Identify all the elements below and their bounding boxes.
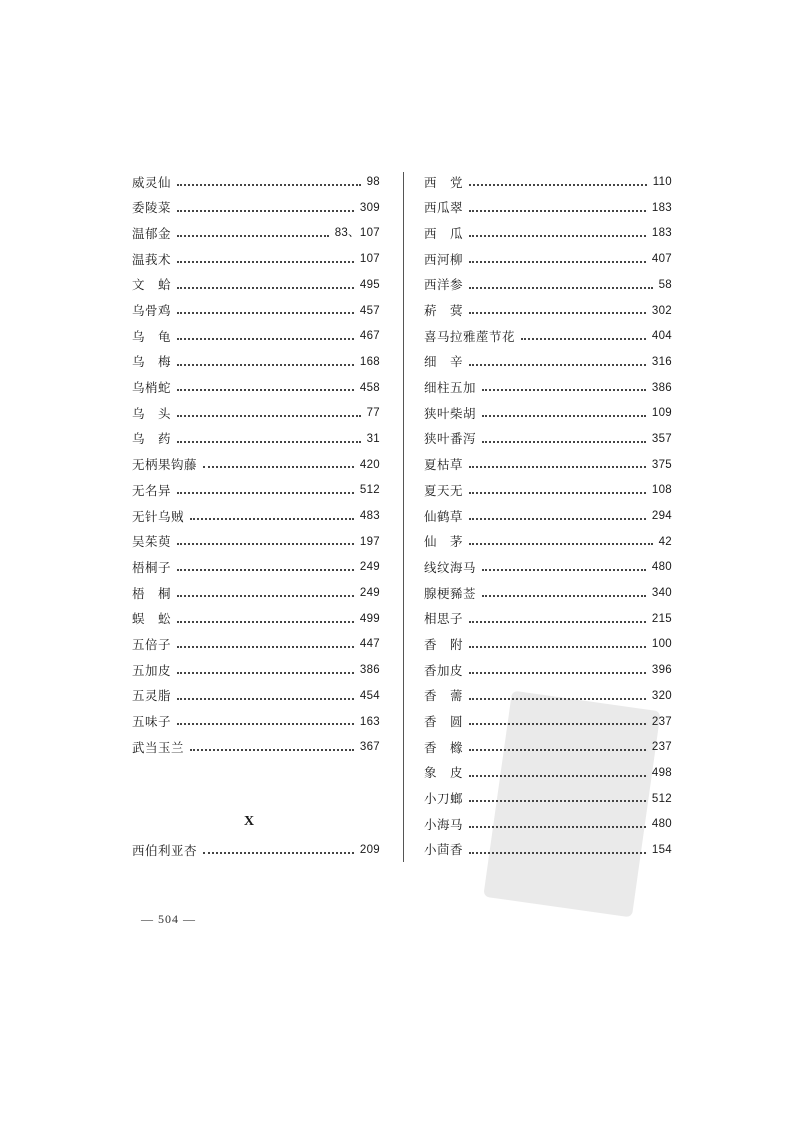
dot-leader <box>482 441 646 443</box>
index-entry <box>424 247 672 273</box>
index-entry <box>424 684 672 710</box>
index-column-left <box>132 170 380 761</box>
index-entry <box>424 504 672 530</box>
index-entry <box>424 658 672 684</box>
entry-name: 西 党 <box>424 174 464 190</box>
entry-page-number: 209 <box>359 844 380 857</box>
dot-leader <box>469 852 646 854</box>
entry-name: 乌 药 <box>132 431 172 447</box>
entry-page-number: 386 <box>651 381 672 394</box>
entry-name: 梧 桐 <box>132 585 172 601</box>
dot-leader <box>469 723 646 725</box>
entry-page-number: 467 <box>359 330 380 343</box>
entry-name: 温郁金 <box>132 225 172 241</box>
dot-leader <box>177 441 361 443</box>
entry-name: 乌梢蛇 <box>132 380 172 396</box>
dot-leader <box>190 518 354 520</box>
entry-page-number: 183 <box>651 227 672 240</box>
entry-page-number: 499 <box>359 612 380 625</box>
dot-leader <box>469 364 646 366</box>
index-entry <box>132 376 380 402</box>
index-column-right <box>424 170 672 864</box>
entry-name: 香 附 <box>424 636 464 652</box>
entry-page-number: 31 <box>366 432 380 445</box>
entry-page-number: 197 <box>359 535 380 548</box>
entry-page-number: 458 <box>359 381 380 394</box>
entry-page-number: 495 <box>359 278 380 291</box>
entry-page-number: 320 <box>651 689 672 702</box>
entry-name: 狭叶番泻 <box>424 431 477 447</box>
entry-name: 西 瓜 <box>424 225 464 241</box>
index-entry <box>424 170 672 196</box>
index-entry <box>132 298 380 324</box>
entry-page-number: 183 <box>651 201 672 214</box>
dot-leader <box>177 621 354 623</box>
entry-page-number: 302 <box>651 304 672 317</box>
index-entry <box>132 838 380 864</box>
index-entry <box>132 684 380 710</box>
entry-name: 细 辛 <box>424 354 464 370</box>
entry-name: 夏枯草 <box>424 457 464 473</box>
entry-name: 喜马拉雅蓙节花 <box>424 328 516 344</box>
entry-page-number: 168 <box>359 355 380 368</box>
page-number: — 504 — <box>141 912 196 926</box>
index-entry <box>424 709 672 735</box>
dot-leader <box>469 518 646 520</box>
entry-name: 腺梗豨莶 <box>424 585 477 601</box>
entry-page-number: 316 <box>651 355 672 368</box>
dot-leader <box>177 723 354 725</box>
index-entry <box>132 709 380 735</box>
entry-page-number: 154 <box>651 843 672 856</box>
entry-name: 菥 蓂 <box>424 303 464 319</box>
entry-page-number: 340 <box>651 587 672 600</box>
dot-leader <box>482 389 646 391</box>
dot-leader <box>482 569 646 571</box>
entry-page-number: 357 <box>651 432 672 445</box>
entry-name: 蜈 蚣 <box>132 611 172 627</box>
dot-leader <box>177 672 354 674</box>
index-section-x <box>132 838 380 864</box>
section-heading-x: X <box>244 814 255 829</box>
dot-leader <box>469 287 653 289</box>
entry-page-number: 110 <box>652 176 672 189</box>
entry-page-number: 367 <box>359 741 380 754</box>
index-entry <box>424 453 672 479</box>
entry-name: 狭叶柴胡 <box>424 405 477 421</box>
index-entry <box>424 324 672 350</box>
entry-name: 乌 梅 <box>132 354 172 370</box>
entry-name: 西洋参 <box>424 277 464 293</box>
index-entry <box>132 735 380 761</box>
index-entry <box>132 453 380 479</box>
entry-page-number: 447 <box>359 638 380 651</box>
index-entry <box>132 427 380 453</box>
index-entry <box>424 401 672 427</box>
entry-page-number: 249 <box>359 587 380 600</box>
index-entry <box>132 196 380 222</box>
entry-name: 五味子 <box>132 714 172 730</box>
column-divider <box>403 172 404 862</box>
dot-leader <box>177 312 354 314</box>
dot-leader <box>469 261 646 263</box>
index-entry <box>424 478 672 504</box>
entry-name: 象 皮 <box>424 765 464 781</box>
dot-leader <box>469 646 646 648</box>
index-entry <box>132 247 380 273</box>
index-entry <box>424 427 672 453</box>
entry-name: 武当玉兰 <box>132 739 185 755</box>
entry-page-number: 98 <box>366 176 380 189</box>
dot-leader <box>469 184 647 186</box>
dot-leader <box>482 595 646 597</box>
dot-leader <box>177 235 329 237</box>
dot-leader <box>469 826 646 828</box>
dot-leader <box>177 646 354 648</box>
dot-leader <box>469 492 646 494</box>
entry-page-number: 309 <box>359 201 380 214</box>
entry-page-number: 100 <box>651 638 672 651</box>
index-entry <box>424 273 672 299</box>
entry-name: 仙 茅 <box>424 534 464 550</box>
dot-leader <box>177 389 354 391</box>
dot-leader <box>469 543 653 545</box>
entry-page-number: 109 <box>651 407 672 420</box>
index-entry <box>132 504 380 530</box>
entry-name: 乌 头 <box>132 405 172 421</box>
entry-name: 相思子 <box>424 611 464 627</box>
entry-name: 小刀螂 <box>424 791 464 807</box>
dot-leader <box>177 364 354 366</box>
entry-page-number: 480 <box>651 818 672 831</box>
entry-page-number: 512 <box>359 484 380 497</box>
entry-name: 西瓜翠 <box>424 200 464 216</box>
entry-page-number: 237 <box>651 715 672 728</box>
entry-name: 线纹海马 <box>424 559 477 575</box>
index-entry <box>424 196 672 222</box>
entry-name: 委陵菜 <box>132 200 172 216</box>
entry-name: 五灵脂 <box>132 688 172 704</box>
dot-leader <box>177 261 354 263</box>
entry-page-number: 396 <box>651 664 672 677</box>
entry-name: 西伯利亚杏 <box>132 842 198 858</box>
dot-leader <box>469 621 646 623</box>
dot-leader <box>177 698 354 700</box>
entry-name: 五倍子 <box>132 636 172 652</box>
entry-page-number: 498 <box>651 766 672 779</box>
entry-name: 无柄果钩藤 <box>132 457 198 473</box>
entry-page-number: 215 <box>651 612 672 625</box>
dot-leader <box>177 287 354 289</box>
index-entry <box>132 350 380 376</box>
entry-page-number: 457 <box>359 304 380 317</box>
index-entry <box>132 555 380 581</box>
entry-page-number: 249 <box>359 561 380 574</box>
index-entry <box>132 401 380 427</box>
dot-leader <box>177 415 361 417</box>
entry-page-number: 512 <box>651 792 672 805</box>
entry-page-number: 58 <box>658 278 672 291</box>
dot-leader <box>177 569 354 571</box>
entry-page-number: 83、107 <box>334 227 380 240</box>
entry-page-number: 386 <box>359 664 380 677</box>
dot-leader <box>521 338 646 340</box>
entry-page-number: 108 <box>651 484 672 497</box>
entry-page-number: 480 <box>651 561 672 574</box>
entry-name: 威灵仙 <box>132 174 172 190</box>
entry-name: 文 蛤 <box>132 277 172 293</box>
entry-page-number: 237 <box>651 741 672 754</box>
entry-page-number: 375 <box>651 458 672 471</box>
dot-leader <box>177 210 354 212</box>
entry-page-number: 407 <box>651 253 672 266</box>
dot-leader <box>177 543 354 545</box>
dot-leader <box>177 595 354 597</box>
dot-leader <box>469 698 646 700</box>
dot-leader <box>469 775 646 777</box>
index-entry <box>132 607 380 633</box>
index-entry <box>424 221 672 247</box>
entry-name: 西河柳 <box>424 251 464 267</box>
index-entry <box>132 478 380 504</box>
entry-name: 香 薷 <box>424 688 464 704</box>
dot-leader <box>203 852 354 854</box>
entry-name: 五加皮 <box>132 662 172 678</box>
index-entry <box>132 658 380 684</box>
index-entry <box>424 632 672 658</box>
dot-leader <box>469 749 646 751</box>
index-entry <box>132 170 380 196</box>
index-entry <box>424 350 672 376</box>
index-entry <box>424 812 672 838</box>
index-entry <box>424 298 672 324</box>
dot-leader <box>190 749 354 751</box>
dot-leader <box>482 415 646 417</box>
index-entry <box>424 761 672 787</box>
index-entry <box>424 607 672 633</box>
dot-leader <box>203 466 354 468</box>
entry-name: 香 圆 <box>424 714 464 730</box>
index-entry <box>132 324 380 350</box>
entry-name: 小海马 <box>424 816 464 832</box>
index-entry <box>132 221 380 247</box>
entry-name: 乌骨鸡 <box>132 303 172 319</box>
entry-page-number: 294 <box>651 510 672 523</box>
dot-leader <box>177 492 354 494</box>
index-entry <box>132 273 380 299</box>
entry-name: 夏天无 <box>424 482 464 498</box>
dot-leader <box>177 184 361 186</box>
index-entry <box>424 787 672 813</box>
entry-name: 细柱五加 <box>424 380 477 396</box>
entry-page-number: 420 <box>359 458 380 471</box>
entry-page-number: 163 <box>359 715 380 728</box>
entry-name: 小茴香 <box>424 842 464 858</box>
index-entry <box>132 581 380 607</box>
entry-name: 香 橼 <box>424 739 464 755</box>
index-entry <box>132 530 380 556</box>
entry-page-number: 454 <box>359 689 380 702</box>
entry-name: 无针乌贼 <box>132 508 185 524</box>
dot-leader <box>469 466 646 468</box>
index-entry <box>424 555 672 581</box>
index-entry <box>132 632 380 658</box>
dot-leader <box>469 312 646 314</box>
entry-page-number: 77 <box>366 407 380 420</box>
dot-leader <box>469 235 646 237</box>
entry-name: 香加皮 <box>424 662 464 678</box>
entry-page-number: 42 <box>658 535 672 548</box>
entry-name: 仙鹤草 <box>424 508 464 524</box>
dot-leader <box>469 800 646 802</box>
entry-name: 梧桐子 <box>132 559 172 575</box>
index-entry <box>424 735 672 761</box>
entry-page-number: 483 <box>359 510 380 523</box>
entry-name: 温莪术 <box>132 251 172 267</box>
entry-page-number: 107 <box>359 253 380 266</box>
index-entry <box>424 376 672 402</box>
entry-name: 吴茱萸 <box>132 534 172 550</box>
entry-name: 乌 龟 <box>132 328 172 344</box>
index-entry <box>424 581 672 607</box>
index-entry <box>424 530 672 556</box>
entry-page-number: 404 <box>651 330 672 343</box>
dot-leader <box>469 672 646 674</box>
index-entry <box>424 838 672 864</box>
dot-leader <box>469 210 646 212</box>
entry-name: 无名异 <box>132 482 172 498</box>
dot-leader <box>177 338 354 340</box>
